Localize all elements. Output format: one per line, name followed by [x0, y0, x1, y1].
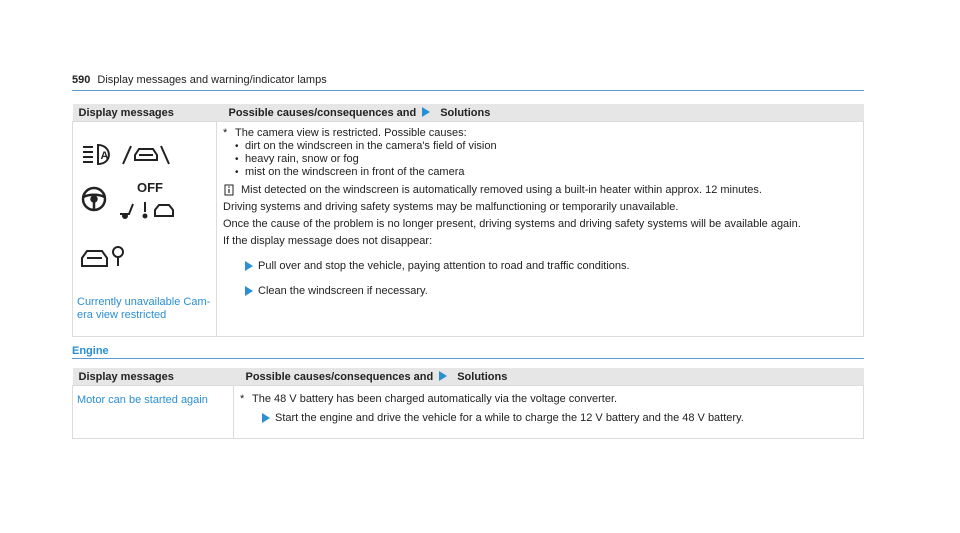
page-number: 590: [72, 74, 91, 86]
camera-message-table: [72, 104, 864, 337]
header-rule: [72, 90, 864, 91]
display-message-cell: [73, 386, 234, 439]
paragraph: If the display message does not disappear:: [223, 235, 433, 247]
vehicle-sensor-icon: [80, 244, 140, 272]
list-item: • dirt on the windscreen in the camera's field of vision: [223, 140, 863, 153]
page-header-title: Display messages and warning/indicator lamps: [97, 74, 327, 86]
list-item: • mist on the windscreen in front of the camera: [223, 166, 863, 179]
section-rule: [72, 358, 864, 359]
paragraph: Once the cause of the problem is no longer present, driving systems and driving safety systems will be available again.: [223, 218, 801, 230]
table-header-row: [73, 368, 864, 386]
solution-step: Pull over and stop the vehicle, paying attention to road and traffic conditions.: [223, 260, 863, 273]
causes-cell: [217, 122, 864, 337]
asterisk: *: [240, 393, 245, 405]
engine-message-table: [72, 368, 864, 439]
cause-text: The 48 V battery has been charged automatically via the voltage converter.: [252, 393, 618, 405]
section-title: Engine: [72, 345, 109, 357]
solution-arrow-icon: [422, 107, 430, 117]
asterisk: *: [223, 127, 228, 139]
driving-assist-warning-icon: [115, 198, 185, 220]
info-icon: [224, 184, 234, 196]
steering-wheel-icon: [80, 182, 120, 216]
col-causes-solutions: Possible causes/consequences and Solutions: [217, 104, 864, 122]
camera-message-label: Currently unavailable Cam- era view restricted: [77, 296, 211, 321]
col-display-messages: Display messages: [73, 104, 217, 122]
solution-arrow-icon: [439, 371, 447, 381]
step-arrow-icon: [262, 413, 270, 423]
causes-cell: [234, 386, 864, 439]
table-header-row: [73, 104, 864, 122]
vehicle-distance-icon: [121, 144, 191, 166]
engine-message-label: Motor can be started again: [77, 394, 208, 406]
page-header: [72, 74, 327, 86]
info-note: Mist detected on the windscreen is automatically removed using a built-in heater within approx. 12 minutes.: [241, 184, 762, 196]
col-display-messages: Display messages: [73, 368, 234, 386]
solution-step: Clean the windscreen if necessary.: [223, 285, 863, 298]
off-label: OFF: [137, 180, 163, 195]
solution-step: Start the engine and drive the vehicle for a while to charge the 12 V battery and the 48 V battery.: [240, 412, 863, 425]
col-causes-solutions: Possible causes/consequences and Solutions: [234, 368, 864, 386]
step-arrow-icon: [245, 261, 253, 271]
paragraph: Driving systems and driving safety systems may be malfunctioning or temporarily unavailable.: [223, 201, 679, 213]
svg-text:A: A: [100, 150, 109, 162]
list-item: • heavy rain, snow or fog: [223, 153, 863, 166]
step-arrow-icon: [245, 286, 253, 296]
table-row: [73, 386, 864, 439]
cause-intro: The camera view is restricted. Possible causes:: [235, 127, 467, 139]
table-row: [73, 122, 864, 337]
display-message-cell: [73, 122, 217, 337]
